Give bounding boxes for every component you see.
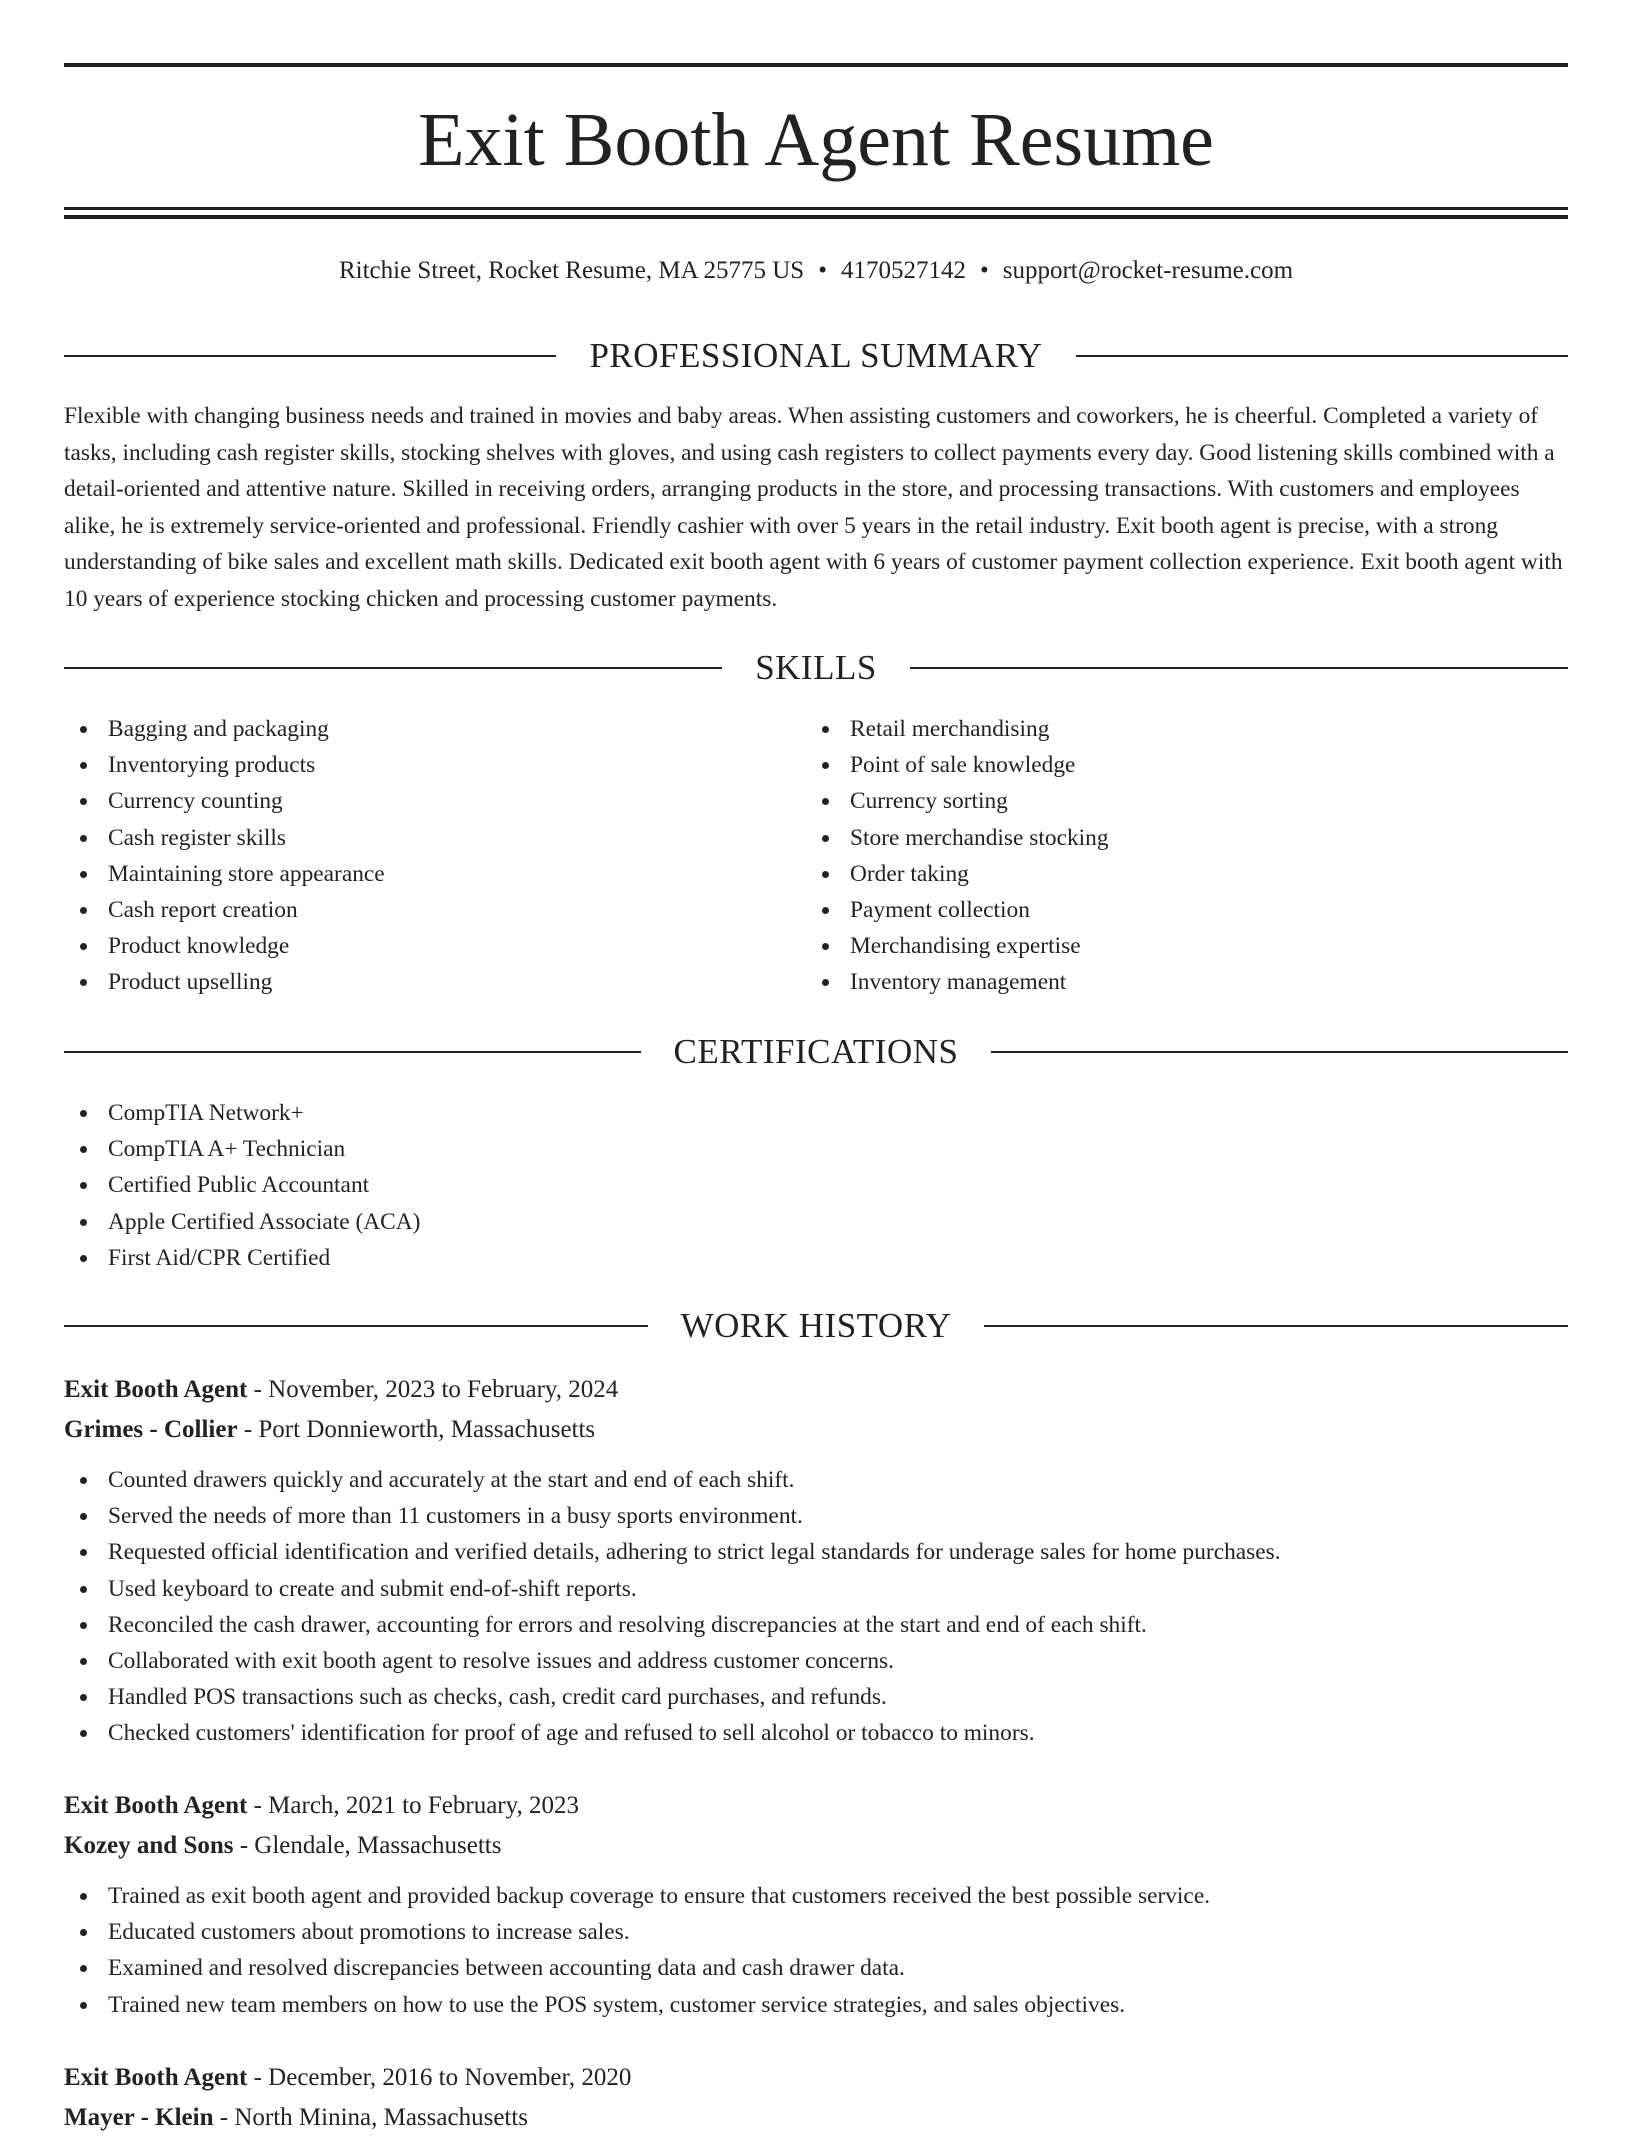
skills-heading-label: SKILLS	[755, 648, 877, 687]
certifications-heading	[64, 1030, 1568, 1074]
job-company-line	[64, 1410, 1568, 1450]
list-item: Educated customers about promotions to increase sales.	[64, 1914, 1568, 1950]
list-item: Checked customers' identification for proof of age and refused to sell alcohol or tobacco to minors.	[64, 1715, 1568, 1751]
job-dates: - December, 2016 to November, 2020	[247, 2064, 632, 2091]
list-item: Currency sorting	[806, 783, 1546, 819]
list-item: Used keyboard to create and submit end-of-shift reports.	[64, 1571, 1568, 1607]
job-company: Grimes - Collier	[64, 1416, 238, 1443]
list-item: Requested official identification and verified details, adhering to strict legal standards for underage sales for home purchases.	[64, 1534, 1568, 1570]
job-company-line	[64, 1826, 1568, 1866]
title-rule-upper	[64, 207, 1568, 210]
job-title-line	[64, 2058, 1568, 2098]
list-item: Cash report creation	[64, 892, 804, 928]
list-item: Apple Certified Associate (ACA)	[64, 1204, 1568, 1240]
job-bullets	[64, 1878, 1568, 2023]
heading-rule-left	[64, 355, 556, 357]
job-entry	[64, 1786, 1568, 2023]
job-location: - North Minina, Massachusetts	[213, 2104, 529, 2131]
list-item: Payment collection	[806, 892, 1546, 928]
list-item: Examined and resolved discrepancies between accounting data and cash drawer data.	[64, 1950, 1568, 1986]
list-item: CompTIA Network+	[64, 1095, 1568, 1131]
list-item: Store merchandise stocking	[806, 820, 1546, 856]
contact-phone: 4170527142	[840, 257, 966, 284]
list-item: Product knowledge	[64, 928, 804, 964]
work-history-heading-label: WORK HISTORY	[680, 1306, 952, 1345]
job-title-line	[64, 1370, 1568, 1410]
heading-rule-right	[991, 1051, 1568, 1053]
list-item: Collaborated with exit booth agent to resolve issues and address customer concerns.	[64, 1643, 1568, 1679]
contact-separator: •	[818, 257, 827, 284]
list-item: Served the needs of more than 11 customers in a busy sports environment.	[64, 1498, 1568, 1534]
job-entry	[64, 2058, 1568, 2138]
list-item: Maintaining store appearance	[64, 856, 804, 892]
title-rule-lower	[64, 215, 1568, 219]
job-title: Exit Booth Agent	[64, 2064, 248, 2091]
summary-heading-label: PROFESSIONAL SUMMARY	[589, 336, 1043, 375]
list-item: Reconciled the cash drawer, accounting for errors and resolving discrepancies at the start and end of each shift.	[64, 1607, 1568, 1643]
job-location: - Glendale, Massachusetts	[233, 1832, 502, 1859]
certifications-heading-label: CERTIFICATIONS	[673, 1032, 959, 1071]
summary-text: Flexible with changing business needs and trained in movies and baby areas. When assisting customers and coworkers, he is cheerful. Completed a variety of tasks, including cash register skills, stocking shelves with gloves, and using cash registers to collect payments every day. Good listening skills combined with a detail-oriented and attentive nature. Skilled in receiving orders, arranging products in the store, and processing transactions. With customers and employees alike, he is extremely service-oriented and professional. Friendly cashier with over 5 years in the retail industry. Exit booth agent is precise, with a strong understanding of bike sales and excellent math skills. Dedicated exit booth agent with 6 years of customer payment collection experience. Exit booth agent with 10 years of experience stocking chicken and processing customer payments.	[64, 403, 1563, 612]
job-company: Kozey and Sons	[64, 1832, 234, 1859]
list-item: Bagging and packaging	[64, 711, 804, 747]
list-item: First Aid/CPR Certified	[64, 1240, 1568, 1276]
list-item: Order taking	[806, 856, 1546, 892]
job-dates: - March, 2021 to February, 2023	[247, 1792, 579, 1819]
heading-rule-right	[910, 667, 1568, 669]
resume-title: Exit Booth Agent Resume	[418, 98, 1214, 182]
list-item: Inventory management	[806, 964, 1546, 1000]
list-item: Currency counting	[64, 783, 804, 819]
heading-rule-right	[1076, 355, 1568, 357]
job-company-line	[64, 2098, 1568, 2138]
heading-rule-left	[64, 1051, 641, 1053]
job-entry	[64, 1370, 1568, 1752]
top-rule	[64, 63, 1568, 67]
skills-list-left	[64, 711, 804, 1001]
list-item: Certified Public Accountant	[64, 1167, 1568, 1203]
summary-heading	[64, 334, 1568, 378]
job-title-line	[64, 1786, 1568, 1826]
job-dates: - November, 2023 to February, 2024	[247, 1376, 619, 1403]
list-item: CompTIA A+ Technician	[64, 1131, 1568, 1167]
skills-list-right	[806, 711, 1546, 1001]
contact-address: Ritchie Street, Rocket Resume, MA 25775 US	[338, 257, 805, 284]
list-item: Point of sale knowledge	[806, 747, 1546, 783]
heading-rule-right	[984, 1325, 1568, 1327]
job-bullets	[64, 1462, 1568, 1752]
list-item: Handled POS transactions such as checks, cash, credit card purchases, and refunds.	[64, 1679, 1568, 1715]
job-title: Exit Booth Agent	[64, 1792, 248, 1819]
list-item: Retail merchandising	[806, 711, 1546, 747]
certifications-list	[64, 1095, 1568, 1276]
contact-line	[64, 254, 1568, 288]
contact-email: support@rocket-resume.com	[1002, 257, 1294, 284]
list-item: Trained new team members on how to use the POS system, customer service strategies, and sales objectives.	[64, 1987, 1568, 2023]
heading-rule-left	[64, 1325, 648, 1327]
contact-separator: •	[979, 257, 989, 284]
job-location: - Port Donnieworth, Massachusetts	[237, 1416, 596, 1443]
work-history-heading	[64, 1304, 1568, 1348]
list-item: Inventorying products	[64, 747, 804, 783]
heading-rule-left	[64, 667, 722, 669]
list-item: Merchandising expertise	[806, 928, 1546, 964]
list-item: Cash register skills	[64, 820, 804, 856]
job-title: Exit Booth Agent	[64, 1376, 248, 1403]
list-item: Trained as exit booth agent and provided backup coverage to ensure that customers received the best possible service.	[64, 1878, 1568, 1914]
job-company: Mayer - Klein	[64, 2104, 214, 2131]
skills-heading	[64, 646, 1568, 690]
list-item: Product upselling	[64, 964, 804, 1000]
list-item: Counted drawers quickly and accurately at the start and end of each shift.	[64, 1462, 1568, 1498]
